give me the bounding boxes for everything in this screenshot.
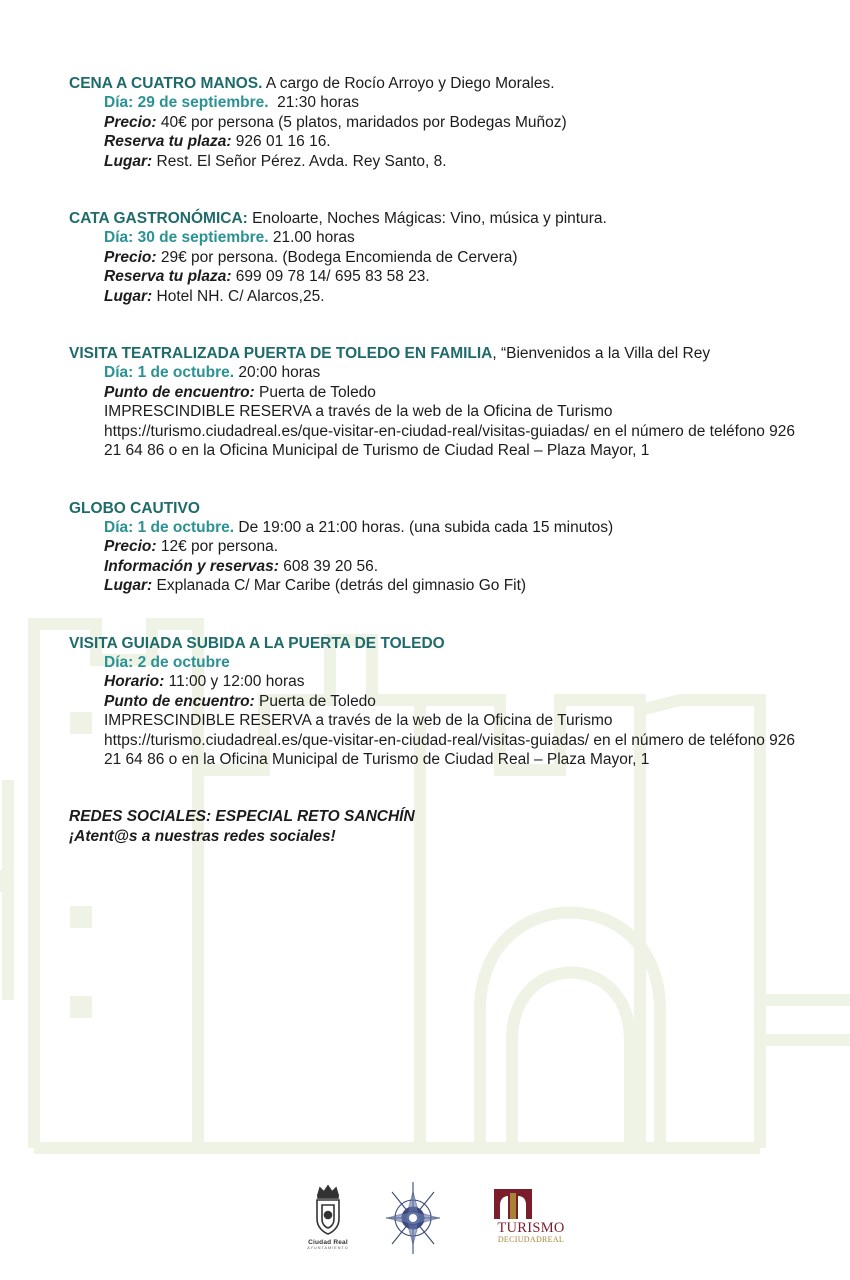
tourism-subtitle: DECIUDADREAL (497, 1235, 565, 1244)
event-reservation-note: IMPRESCINDIBLE RESERVA a través de la web de la Oficina de Turismo https://turismo.ciudadreal.es/que-visitar-en-ciudad-real/visitas-guiadas/ en el número de teléfono 926 21 64 86 o en la Oficina Municipal de Turismo de Ciudad Real – Plaza Mayor, 1 (104, 403, 795, 460)
day-text: De 19:00 a 21:00 horas. (una subida cada 15 minutos) (234, 518, 614, 536)
social-heading: REDES SOCIALES: ESPECIAL RETO SANCHÍN (69, 808, 415, 826)
event-day (69, 653, 799, 672)
event-cena-cuatro-manos (69, 74, 799, 171)
event-day (69, 363, 799, 382)
event-cata-gastronomica (69, 209, 799, 306)
footer-logos (300, 1178, 570, 1258)
event-heading (69, 209, 799, 228)
coat-of-arms-icon (300, 1183, 356, 1239)
info-text: 608 39 20 56. (278, 557, 379, 575)
tourism-title: TURISMO (497, 1220, 565, 1236)
event-info (69, 557, 799, 576)
event-heading (69, 74, 799, 93)
event-meeting-point (69, 383, 799, 402)
event-place (69, 287, 799, 306)
price-text: 12€ por persona. (156, 538, 279, 556)
price-label: Precio: (104, 248, 157, 266)
day-label: Día: 29 de septiembre. (104, 94, 269, 112)
event-price (69, 113, 799, 132)
compass-seal-icon (378, 1178, 448, 1258)
day-text: 21:30 horas (268, 94, 360, 112)
tourism-emblem-icon (490, 1187, 536, 1221)
event-title: CENA A CUATRO MANOS. (69, 75, 263, 92)
event-subtitle: , “Bienvenidos a la Villa del Rey (492, 345, 711, 363)
reserve-text: 926 01 16 16. (231, 133, 331, 151)
day-label: Día: 30 de septiembre. (104, 229, 269, 247)
place-text: Explanada C/ Mar Caribe (detrás del gimnasio Go Fit) (152, 577, 527, 595)
schedule-text: 11:00 y 12:00 horas (164, 673, 305, 691)
day-label: Día: 1 de octubre. (104, 518, 235, 536)
event-day (69, 93, 799, 112)
decorative-seal-logo (378, 1178, 448, 1258)
event-globo-cautivo (69, 499, 799, 596)
social-tagline: ¡Atent@s a nuestras redes sociales! (69, 827, 336, 845)
day-text: 21.00 horas (268, 229, 355, 247)
day-text: 20:00 horas (234, 364, 321, 382)
place-text: Hotel NH. C/ Alarcos,25. (152, 287, 325, 305)
event-day (69, 518, 799, 537)
event-meeting-point (69, 692, 799, 711)
price-text: 40€ por persona (5 platos, maridados por Bodegas Muñoz) (156, 113, 567, 131)
reserve-label: Reserva tu plaza: (104, 268, 232, 286)
event-reserve (69, 132, 799, 151)
event-list (69, 74, 799, 846)
price-label: Precio: (104, 538, 157, 556)
info-label: Información y reservas: (104, 557, 279, 575)
day-label: Día: 2 de octubre (104, 653, 230, 671)
meeting-text: Puerta de Toledo (254, 383, 376, 401)
event-reserve (69, 267, 799, 286)
price-text: 29€ por persona. (Bodega Encomienda de Cervera) (156, 248, 518, 266)
event-visita-teatralizada (69, 344, 799, 460)
ciudad-real-council-logo (300, 1183, 356, 1250)
event-visita-guiada (69, 634, 799, 770)
event-title: VISITA TEATRALIZADA PUERTA DE TOLEDO EN FAMILIA (69, 345, 493, 363)
event-reservation-note: IMPRESCINDIBLE RESERVA a través de la web de la Oficina de Turismo https://turismo.ciudadreal.es/que-visitar-en-ciudad-real/visitas-guiadas/ en el número de teléfono 926 21 64 86 o en la Oficina Municipal de Turismo de Ciudad Real – Plaza Mayor, 1 (104, 712, 795, 768)
place-text: Rest. El Señor Pérez. Avda. Rey Santo, 8. (152, 152, 447, 170)
city-sub: AYUNTAMIENTO (307, 1246, 349, 1250)
event-heading (69, 634, 799, 653)
event-day (69, 228, 799, 247)
place-label: Lugar: (104, 287, 153, 305)
event-subtitle: A cargo de Rocío Arroyo y Diego Morales. (265, 75, 555, 92)
schedule-label: Horario: (104, 673, 165, 691)
event-subtitle: Enoloarte, Noches Mágicas: Vino, música y pintura. (247, 210, 607, 228)
event-place (69, 576, 799, 595)
social-section (69, 807, 799, 846)
event-title: GLOBO CAUTIVO (69, 499, 200, 517)
price-label: Precio: (104, 113, 157, 131)
city-name: Ciudad Real (308, 1239, 348, 1246)
event-title: VISITA GUIADA SUBIDA A LA PUERTA DE TOLEDO (69, 634, 445, 652)
event-heading (69, 499, 799, 518)
event-place (69, 152, 799, 171)
event-price (69, 248, 799, 267)
event-title: CATA GASTRONÓMICA: (69, 210, 248, 228)
reserve-text: 699 09 78 14/ 695 83 58 23. (231, 268, 430, 286)
day-label: Día: 1 de octubre. (104, 364, 235, 382)
turismo-ciudad-real-logo (490, 1187, 572, 1244)
event-price (69, 537, 799, 556)
place-label: Lugar: (104, 577, 153, 595)
place-label: Lugar: (104, 152, 153, 170)
event-heading (69, 344, 799, 363)
meeting-label: Punto de encuentro: (104, 692, 255, 710)
meeting-text: Puerta de Toledo (254, 692, 376, 710)
meeting-label: Punto de encuentro: (104, 383, 255, 401)
event-schedule (69, 672, 799, 691)
reserve-label: Reserva tu plaza: (104, 133, 232, 151)
